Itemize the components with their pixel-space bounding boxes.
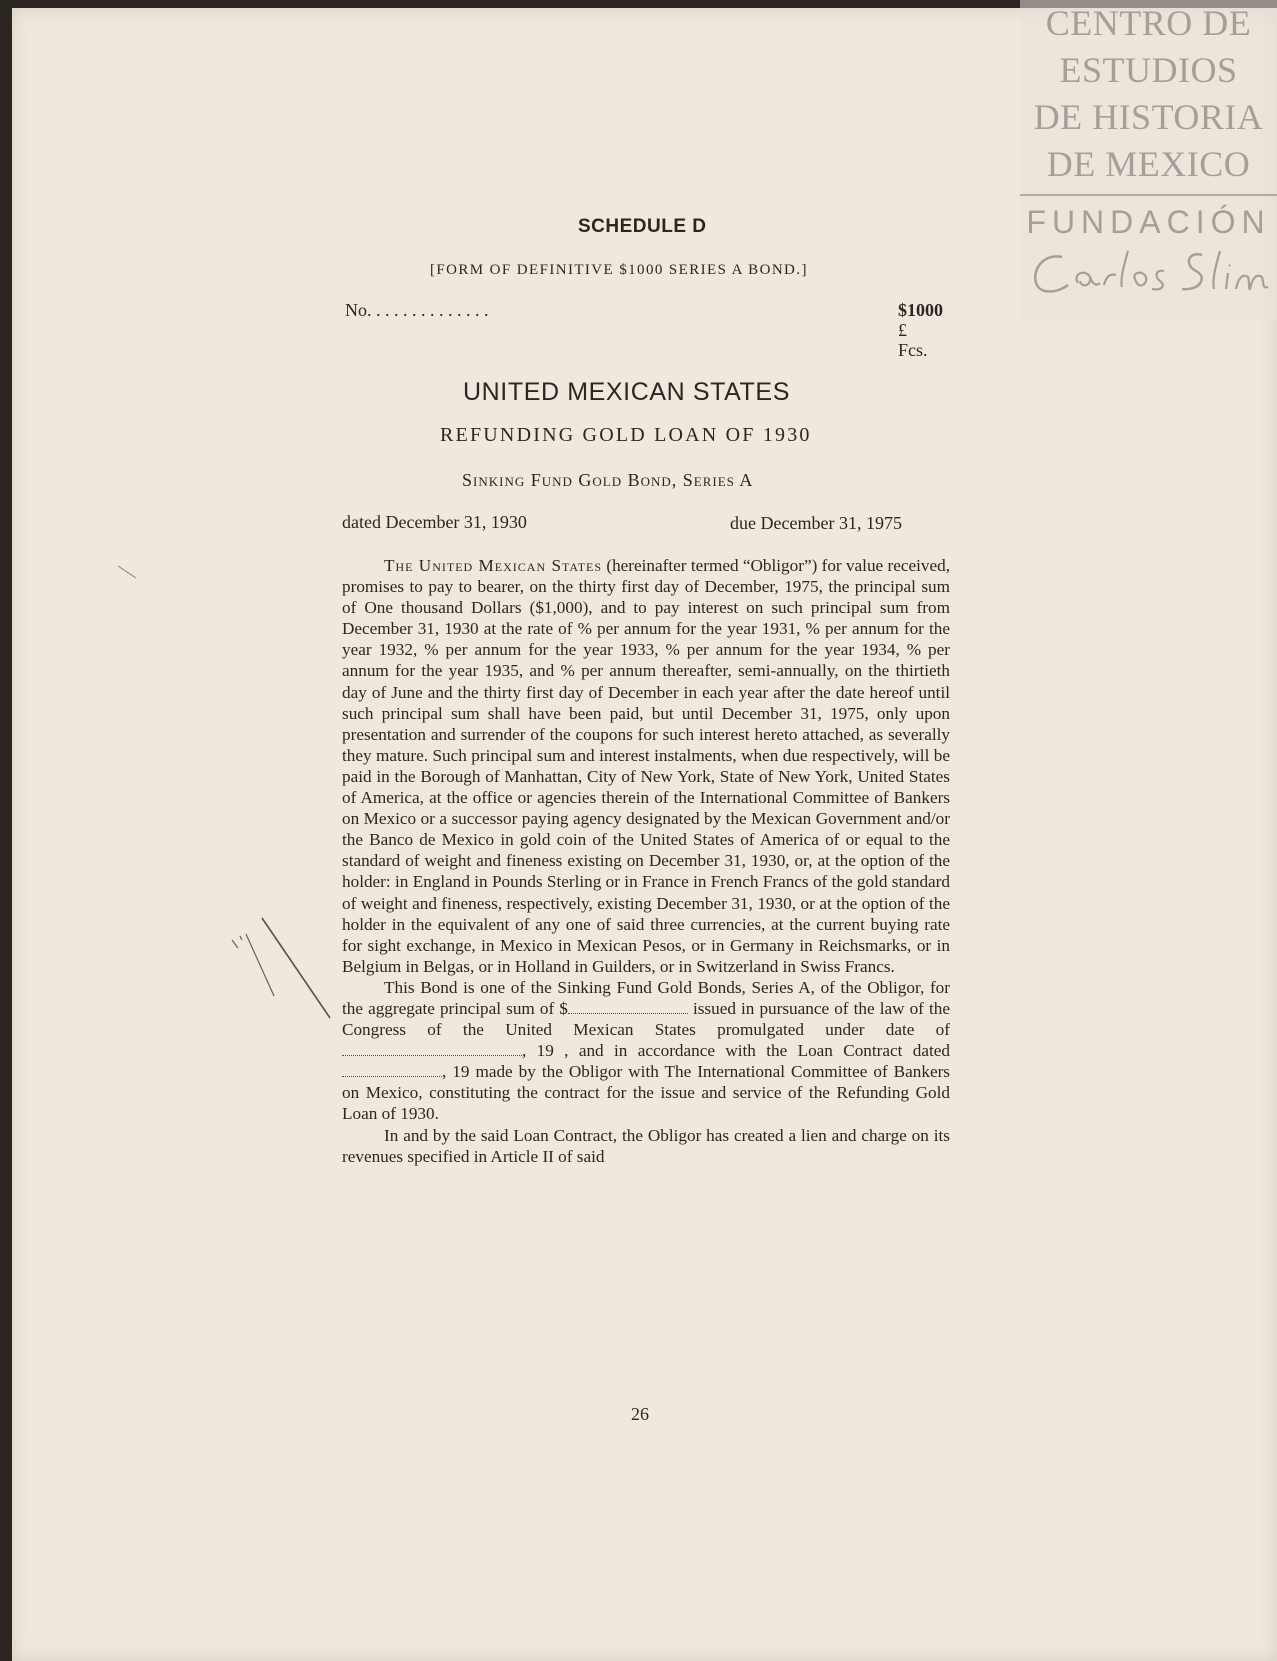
- watermark-fundacion: FUNDACIÓN: [1026, 204, 1271, 240]
- bond-number-field: No. . . . . . . . . . . . . .: [345, 300, 489, 320]
- page-number: 26: [631, 1404, 649, 1424]
- bond-series-subtitle: Sinking Fund Gold Bond, Series A: [462, 470, 754, 490]
- dated-line: dated December 31, 1930: [342, 512, 527, 532]
- paragraph-text: This Bond is one of the Sinking Fund Gold Bonds, Series A, of the Obligor, for the aggregate principal sum of $: [342, 977, 950, 1018]
- watermark-line: DE MEXICO: [1046, 144, 1251, 184]
- watermark-line: CENTRO DE: [1045, 3, 1252, 43]
- paragraph-text: In and by the said Loan Contract, the Obligor has created a lien and charge on its revenues specified in Article II of said: [342, 1125, 950, 1166]
- form-caption: [FORM OF DEFINITIVE $1000 SERIES A BOND.]: [430, 262, 808, 278]
- amount-francs: Fcs.: [898, 340, 928, 360]
- amount-dollars: $1000: [898, 300, 943, 320]
- loan-subtitle: REFUNDING GOLD LOAN OF 1930: [440, 424, 812, 446]
- paragraph-text: , 19 , and in accordance with the Loan Contract dated: [522, 1041, 950, 1061]
- due-line: due December 31, 1975: [730, 513, 902, 533]
- watermark-line: DE HISTORIA: [1033, 97, 1264, 137]
- schedule-heading: SCHEDULE D: [578, 216, 707, 237]
- page-title: UNITED MEXICAN STATES: [463, 378, 790, 406]
- obligor-lead: The United Mexican States: [384, 556, 603, 575]
- paragraph-text: issued in pursuance of the law of the Congress of the United Mexican States promulgated under date of: [342, 998, 950, 1040]
- paragraph-text: , 19 made by the Obligor with The International Committee of Bankers on Mexico, constituting the contract for the issue and service of the Refunding Gold Loan of 1930.: [342, 1062, 950, 1124]
- paragraph-text: (hereinafter termed “Obligor”) for value received, promises to pay to bearer, on the thirty first day of December, 1975, the principal sum of One thousand Dollars ($1,000), and to pay interest on such principal sum from December 31, 1930 at the rate of % per annum for the year 1931, % per annum for the year 1932, % per annum for the year 1933, % per annum for the year 1934, % per annum for the year 1935, and % per annum thereafter, semi-annually, on the thirtieth day of June and the thirty first day of December in each year after the date hereof until such principal sum shall have been paid, but until December 31, 1975, only upon presentation and surrender of the coupons for such interest hereto attached, as severally they mature. Such principal sum and interest instalments, when due respectively, will be paid in the Borough of Manhattan, City of New York, State of New York, United States of America, at the office or agencies therein of the International Committee of Bankers on Mexico or a successor paying agency designated by the Mexican Government and/or the Banco de Mexico in gold coin of the United States of America of or equal to the standard of weight and fineness existing on December 31, 1930, or, at the option of the holder: in England in Pounds Sterling or in France in French Francs of the gold standard of weight and fineness, respectively, existing December 31, 1930, or at the option of the holder in the equivalent of any one of said three currencies, at the current buying rate for sight exchange, in Mexico in Mexican Pesos, or in Germany in Reichsmarks, or in Belgium in Belgas, or in Holland in Guilders, or in Switzerland in Swiss Francs.: [342, 556, 950, 976]
- amount-pounds: £: [898, 320, 907, 340]
- watermark-line: ESTUDIOS: [1059, 50, 1238, 90]
